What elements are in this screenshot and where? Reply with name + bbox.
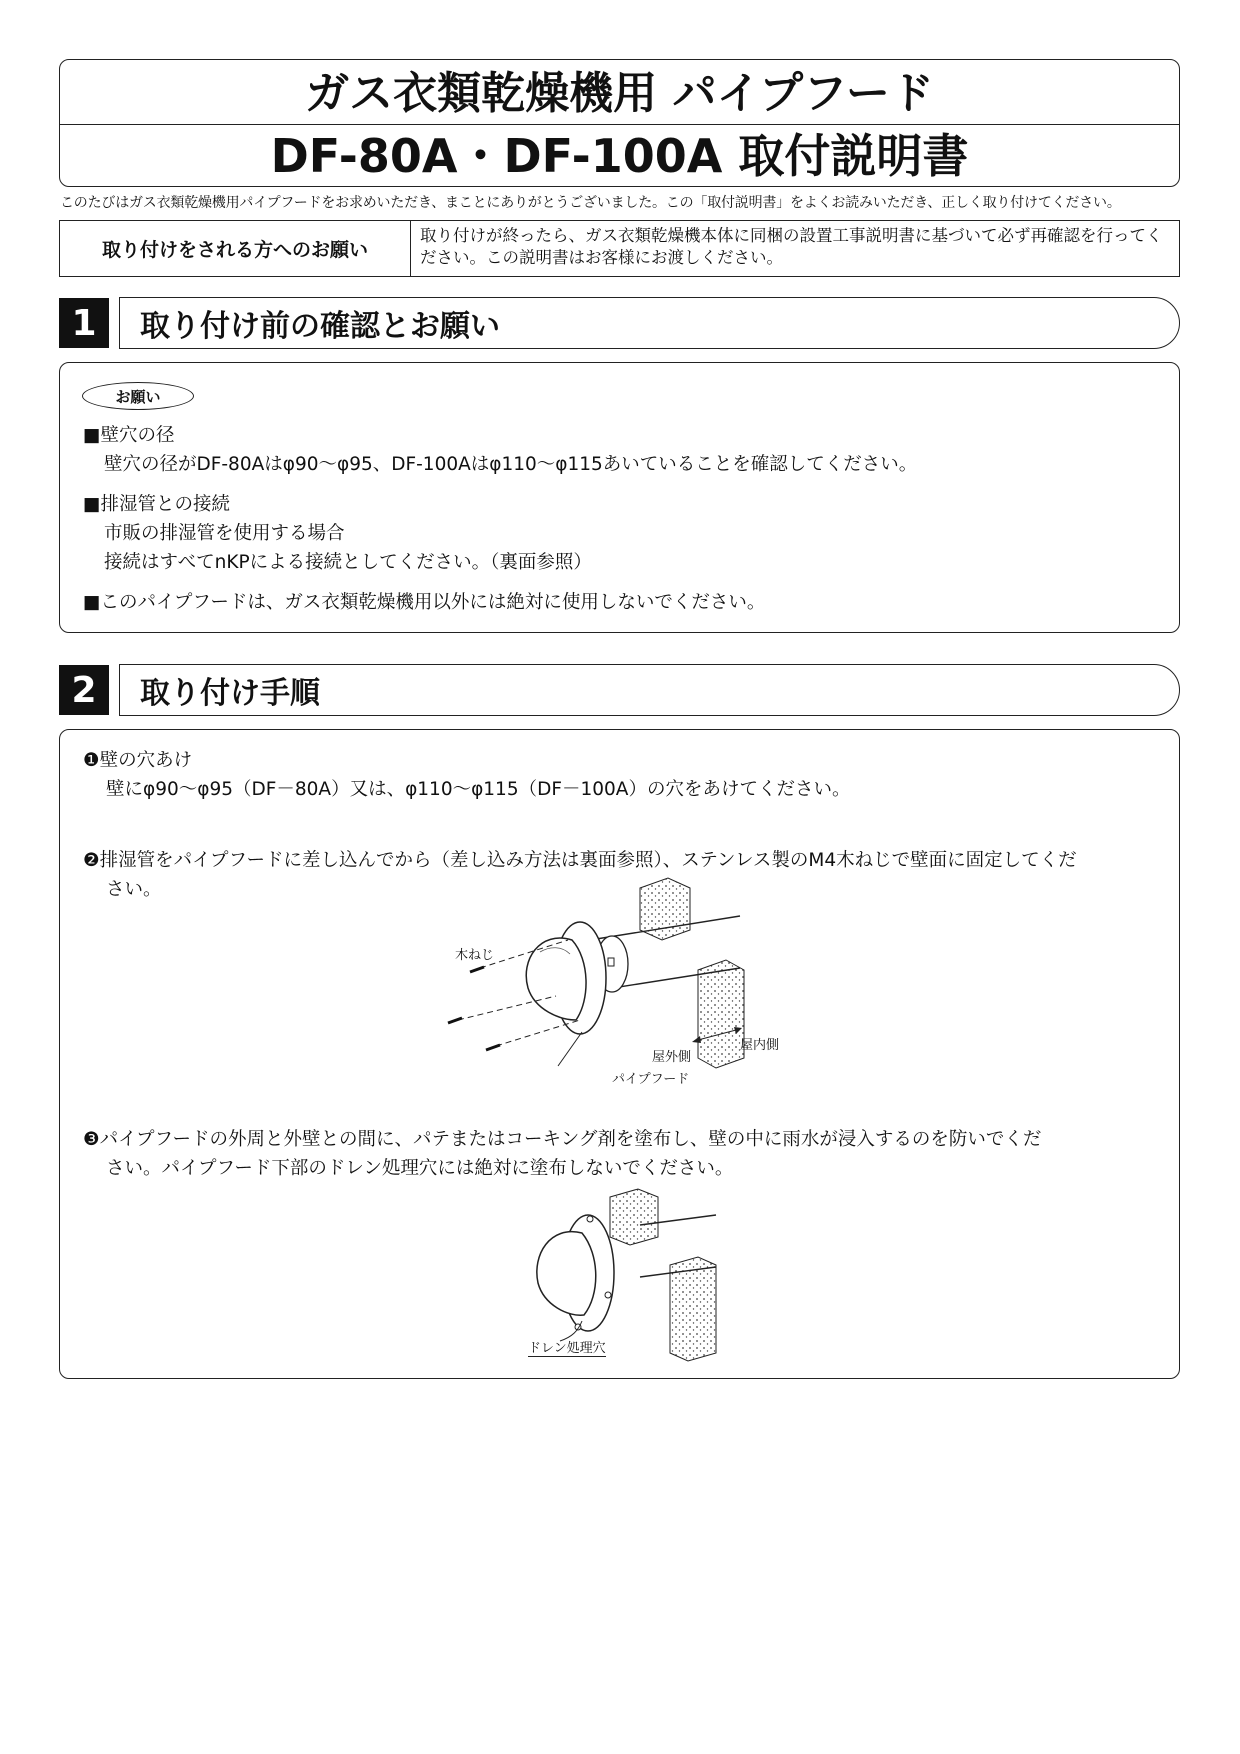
step-1-text: 壁にφ90～φ95（DF－80A）又は、φ110～φ115（DF－100A）の穴をあけてください。 bbox=[106, 779, 851, 800]
step-2-text-1: ❷排湿管をパイプフードに差し込んでから（差し込み方法は裏面参照）、ステンレス製のM4木ねじで壁面に固定してくだ bbox=[83, 850, 1077, 871]
label-indoor-side: 屋内側 bbox=[740, 1038, 780, 1053]
item-text-wall-hole: 壁穴の径がDF-80Aはφ90～φ95、DF-100Aはφ110～φ115あいていることを確認してください。 bbox=[104, 454, 918, 475]
installer-request-text: 取り付けが終ったら、ガス衣類乾燥機本体に同梱の設置工事説明書に基づいて必ず再確認を行ってください。この説明書はお客様にお渡しください。 bbox=[420, 226, 1163, 267]
item-text-exhaust-pipe-2: 接続はすべてnKPによる接続としてください。（裏面参照） bbox=[104, 552, 592, 573]
step-3-text-2: さい。パイプフード下部のドレン処理穴には絶対に塗布しないでください。 bbox=[106, 1158, 734, 1179]
section-1-number: 1 bbox=[59, 298, 109, 348]
title-line-1: ガス衣類乾燥機用 パイプフード bbox=[305, 68, 934, 119]
item-heading-wall-hole: ■壁穴の径 bbox=[83, 425, 175, 446]
installer-request-label: 取り付けをされる方へのお願い bbox=[101, 239, 368, 261]
request-divider bbox=[410, 221, 411, 276]
label-pipe-hood: パイプフード bbox=[612, 1072, 690, 1087]
title-box bbox=[59, 59, 1180, 187]
onegai-badge: お願い bbox=[82, 382, 194, 410]
installation-diagram bbox=[440, 870, 780, 1100]
title-divider bbox=[60, 124, 1179, 125]
section-2-number: 2 bbox=[59, 665, 109, 715]
title-line-2: DF-80A・DF-100A 取付説明書 bbox=[270, 129, 969, 183]
item-heading-exhaust-pipe: ■排湿管との接続 bbox=[83, 494, 230, 515]
step-1-heading: ❶壁の穴あけ bbox=[83, 750, 193, 771]
label-wood-screw: 木ねじ bbox=[455, 948, 495, 963]
label-outdoor-side: 屋外側 bbox=[652, 1050, 692, 1065]
item-text-exhaust-pipe-1: 市販の排湿管を使用する場合 bbox=[104, 523, 345, 544]
installer-request-box bbox=[59, 220, 1180, 277]
section-1-title: 取り付け前の確認とお願い bbox=[119, 297, 1180, 349]
item-heading-usage-warning: ■このパイプフードは、ガス衣類乾燥機用以外には絶対に使用しないでください。 bbox=[83, 592, 766, 613]
thanks-text: このたびはガス衣類乾燥機用パイプフードをお求めいただき、まことにありがとうございました。この「取付説明書」をよくお読みいただき、正しく取り付けてください。 bbox=[60, 195, 1121, 211]
step-3-text-1: ❸パイプフードの外周と外壁との間に、パテまたはコーキング剤を塗布し、壁の中に雨水が浸入するのを防いでくだ bbox=[83, 1129, 1042, 1150]
step-2-text-2: さい。 bbox=[106, 879, 162, 900]
section-2-title: 取り付け手順 bbox=[119, 664, 1180, 716]
label-drain-hole: ドレン処理穴 bbox=[528, 1337, 606, 1357]
